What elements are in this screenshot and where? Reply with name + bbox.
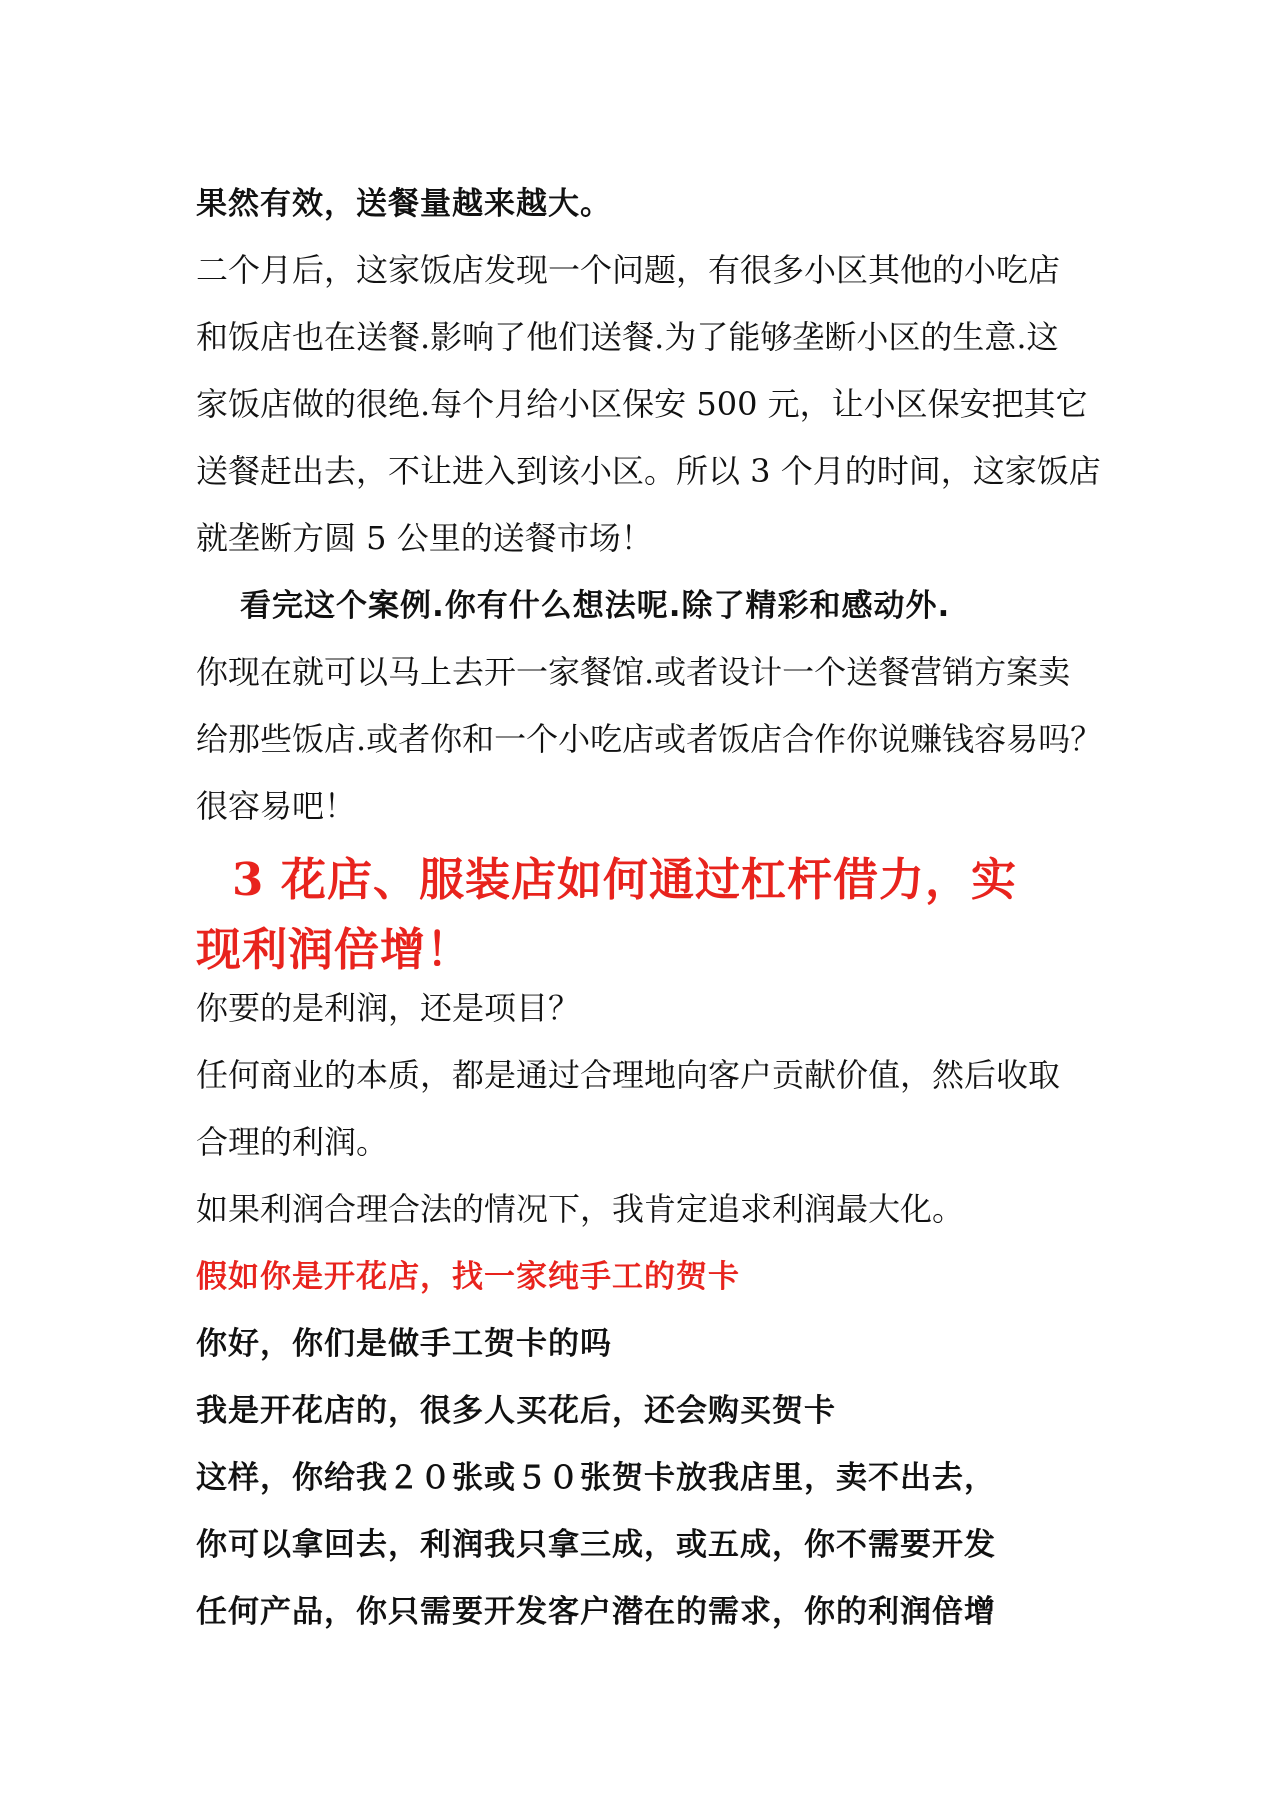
dialogue-line-4: 你可以拿回去，利润我只拿三成，或五成，你不需要开发 (196, 1527, 996, 1563)
paragraph2-line-4: 如果利润合理合法的情况下，我肯定追求利润最大化。 (196, 1190, 965, 1228)
paragraph-line-7: 看完这个案例.你有什么想法呢.除了精彩和感动外. (240, 588, 951, 624)
dialogue-line-5: 任何产品，你只需要开发客户潜在的需求，你的利润倍增 (196, 1594, 996, 1630)
paragraph-line-8: 你现在就可以马上去开一家餐馆.或者设计一个送餐营销方案卖 (196, 653, 1071, 691)
dialogue-line-3: 这样，你给我２０张或５０张贺卡放我店里，卖不出去， (196, 1460, 996, 1496)
paragraph2-line-1: 你要的是利润，还是项目？ (196, 989, 581, 1027)
paragraph-line-10: 很容易吧！ (196, 787, 357, 825)
paragraph-line-2: 二个月后，这家饭店发现一个问题，有很多小区其他的小吃店 (196, 251, 1061, 289)
paragraph2-line-3: 合理的利润。 (196, 1123, 389, 1161)
highlight-line: 假如你是开花店，找一家纯手工的贺卡 (196, 1259, 740, 1295)
paragraph-line-6: 就垄断方圆 5 公里的送餐市场！ (196, 519, 653, 557)
dialogue-line-1: 你好，你们是做手工贺卡的吗 (196, 1326, 612, 1362)
dialogue-line-2: 我是开花店的，很多人买花后，还会购买贺卡 (196, 1393, 836, 1429)
paragraph-line-3: 和饭店也在送餐.影响了他们送餐.为了能够垄断小区的生意.这 (196, 318, 1059, 356)
paragraph-line-5: 送餐赶出去，不让进入到该小区。所以 3 个月的时间，这家饭店 (196, 452, 1101, 490)
section-heading-line-2: 现利润倍增！ (196, 923, 473, 976)
section-heading-line-1: 3 花店、服装店如何通过杠杆借力，实 (232, 853, 1017, 906)
paragraph-line-1: 果然有效，送餐量越来越大。 (196, 186, 612, 222)
paragraph-line-9: 给那些饭店.或者你和一个小吃店或者饭店合作你说赚钱容易吗？ (196, 720, 1103, 758)
paragraph2-line-2: 任何商业的本质，都是通过合理地向客户贡献价值，然后收取 (196, 1056, 1061, 1094)
paragraph-line-4: 家饭店做的很绝.每个月给小区保安 500 元，让小区保安把其它 (196, 385, 1088, 423)
